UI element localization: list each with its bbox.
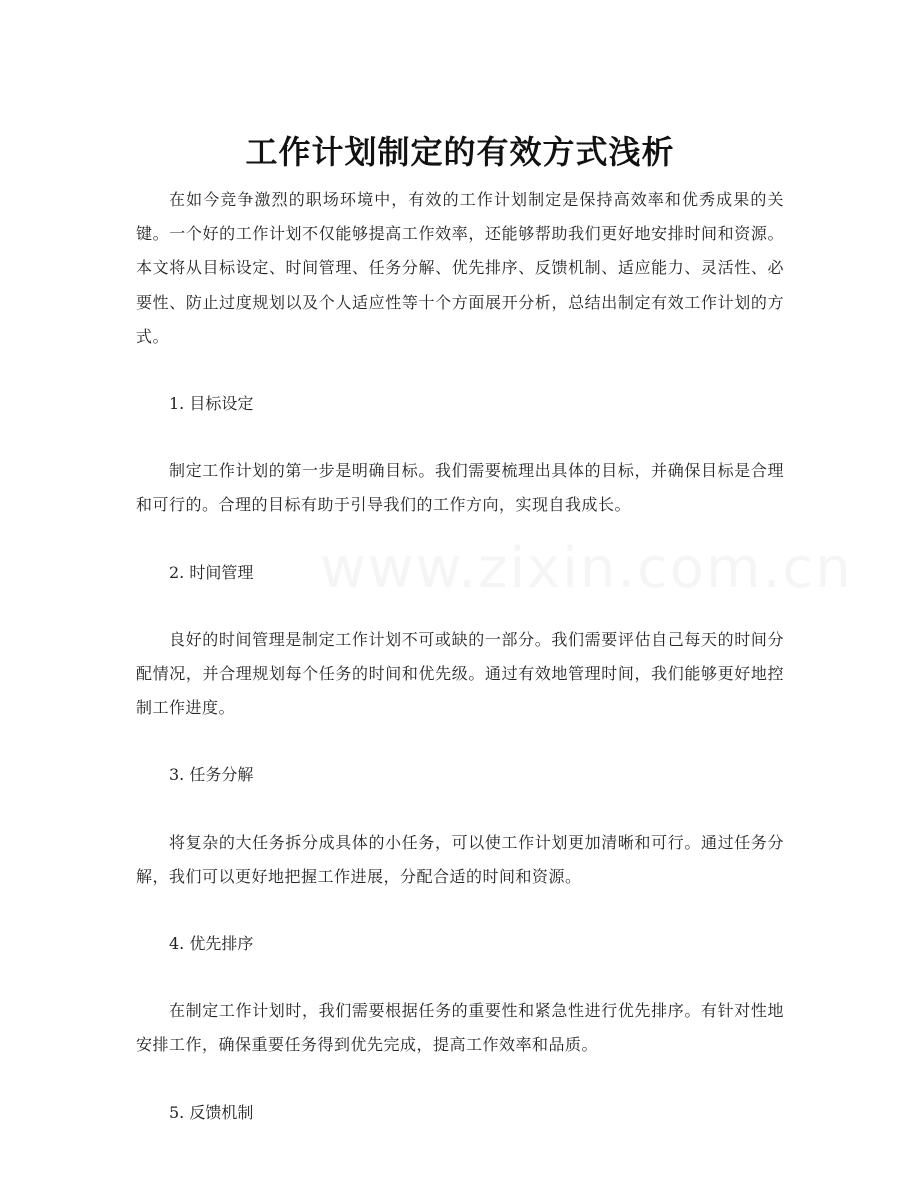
section-heading-priority: 4. 优先排序 <box>169 934 254 954</box>
section-heading-tasks: 3. 任务分解 <box>169 765 254 785</box>
watermark-text: www.zixin.com.cn <box>320 536 853 601</box>
article-body <box>136 183 784 1130</box>
section-body-tasks: 将复杂的大任务拆分成具体的小任务，可以使工作计划更加清晰和可行。通过任务分解，我们可以更好地把握工作进展，分配合适的时间和资源。 <box>136 832 784 886</box>
section-heading-feedback: 5. 反馈机制 <box>169 1102 254 1122</box>
section-body-priority: 在制定工作计划时，我们需要根据任务的重要性和紧急性进行优先排序。有针对性地安排工作，确保重要任务得到优先完成，提高工作效率和品质。 <box>136 1001 784 1055</box>
section-heading-time: 2. 时间管理 <box>169 562 254 582</box>
section-body-time: 良好的时间管理是制定工作计划不可或缺的一部分。我们需要评估自己每天的时间分配情况，并合理规划每个任务的时间和优先级。通过有效地管理时间，我们能够更好地控制工作进度。 <box>136 629 784 718</box>
page-title: 工作计划制定的有效方式浅析 <box>245 133 675 172</box>
intro-paragraph: 在如今竞争激烈的职场环境中，有效的工作计划制定是保持高效率和优秀成果的关键。一个好的工作计划不仅能够提高工作效率，还能够帮助我们更好地安排时间和资源。本文将从目标设定、时间管理、任务分解、优先排序、反馈机制、适应能力、灵活性、必要性、防止过度规划以及个人适应性等十个方面展开分析，总结出制定有效工作计划的方式。 <box>136 190 784 346</box>
section-body-goal: 制定工作计划的第一步是明确目标。我们需要梳理出具体的目标，并确保目标是合理和可行的。合理的目标有助于引导我们的工作方向，实现自我成长。 <box>136 461 784 515</box>
section-heading-goal: 1. 目标设定 <box>169 394 254 414</box>
